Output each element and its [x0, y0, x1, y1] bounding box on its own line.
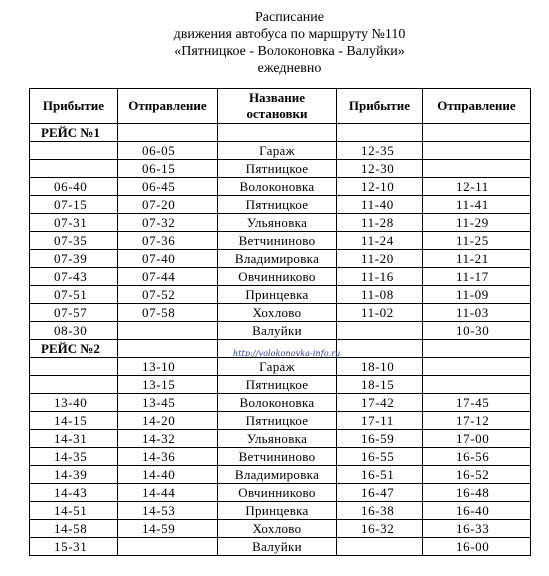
table-row — [30, 286, 531, 304]
arrival-2-cell: 11-08 — [337, 286, 423, 304]
arrival-1-cell: 07-31 — [30, 214, 118, 232]
departure-1-cell: 13-45 — [118, 394, 218, 412]
table-row — [30, 160, 531, 178]
arrival-1-cell: 08-30 — [30, 322, 118, 340]
header-stop-name: Название остановки — [218, 89, 337, 124]
stop-name-cell: Хохлово — [218, 520, 337, 538]
table-row — [30, 520, 531, 538]
departure-2-cell: 11-41 — [423, 196, 531, 214]
schedule-body — [30, 124, 531, 556]
table-row — [30, 376, 531, 394]
arrival-2-cell: 17-11 — [337, 412, 423, 430]
stop-name-cell: Принцевка — [218, 286, 337, 304]
table-row — [30, 142, 531, 160]
departure-1-cell: 14-32 — [118, 430, 218, 448]
title-route: движения автобуса по маршруту №110 — [173, 27, 406, 42]
stop-name-cell: Валуйки — [218, 322, 337, 340]
arrival-2-cell: 16-55 — [337, 448, 423, 466]
arrival-2-cell: 11-28 — [337, 214, 423, 232]
stop-name-cell: Владимировка — [218, 250, 337, 268]
arrival-2-cell: 18-15 — [337, 376, 423, 394]
stop-name-cell: Овчинниково — [218, 484, 337, 502]
departure-2-cell: 16-00 — [423, 538, 531, 556]
header-departure-2: Отправление — [423, 89, 531, 124]
departure-2-cell: 11-09 — [423, 286, 531, 304]
arrival-2-cell: 16-38 — [337, 502, 423, 520]
empty-cell — [337, 340, 423, 358]
departure-1-cell: 06-45 — [118, 178, 218, 196]
table-row — [30, 394, 531, 412]
arrival-1-cell: 14-35 — [30, 448, 118, 466]
stop-name-cell: Ветчининово — [218, 232, 337, 250]
schedule-table — [29, 88, 531, 556]
table-row — [30, 430, 531, 448]
stop-name-cell: Гараж — [218, 358, 337, 376]
stop-name-cell: Валуйки — [218, 538, 337, 556]
table-row — [30, 196, 531, 214]
departure-2-cell — [423, 142, 531, 160]
table-row — [30, 322, 531, 340]
arrival-2-cell: 16-59 — [337, 430, 423, 448]
empty-cell — [423, 124, 531, 142]
empty-cell — [118, 340, 218, 358]
stop-name-cell: Ветчининово — [218, 448, 337, 466]
departure-1-cell — [118, 322, 218, 340]
table-row — [30, 538, 531, 556]
title-heading: Расписание — [255, 10, 324, 25]
title-route-name: «Пятницкое - Волоконовка - Валуйки» — [174, 44, 405, 59]
departure-2-cell: 17-00 — [423, 430, 531, 448]
departure-1-cell: 07-40 — [118, 250, 218, 268]
trip-header-row — [30, 124, 531, 142]
stop-name-cell: Пятницкое — [218, 196, 337, 214]
arrival-2-cell: 17-42 — [337, 394, 423, 412]
arrival-1-cell: 07-15 — [30, 196, 118, 214]
departure-2-cell: 16-33 — [423, 520, 531, 538]
arrival-2-cell — [337, 538, 423, 556]
stop-name-cell: Пятницкое — [218, 376, 337, 394]
stop-name-cell: Хохлово — [218, 304, 337, 322]
title-frequency: ежедневно — [257, 61, 322, 76]
table-row — [30, 232, 531, 250]
arrival-2-cell: 11-40 — [337, 196, 423, 214]
departure-2-cell — [423, 358, 531, 376]
departure-1-cell: 14-20 — [118, 412, 218, 430]
departure-1-cell: 14-36 — [118, 448, 218, 466]
departure-2-cell: 12-11 — [423, 178, 531, 196]
departure-2-cell: 11-17 — [423, 268, 531, 286]
arrival-2-cell: 11-16 — [337, 268, 423, 286]
trip-label: РЕЙС №1 — [30, 124, 118, 142]
empty-cell — [118, 124, 218, 142]
arrival-2-cell: 16-51 — [337, 466, 423, 484]
table-row — [30, 466, 531, 484]
stop-name-cell: Ульяновка — [218, 214, 337, 232]
empty-cell — [218, 124, 337, 142]
departure-1-cell: 14-53 — [118, 502, 218, 520]
departure-1-cell: 06-05 — [118, 142, 218, 160]
table-row — [30, 502, 531, 520]
departure-1-cell: 14-44 — [118, 484, 218, 502]
departure-1-cell: 07-20 — [118, 196, 218, 214]
arrival-1-cell: 14-43 — [30, 484, 118, 502]
departure-2-cell: 11-25 — [423, 232, 531, 250]
table-row — [30, 412, 531, 430]
stop-name-cell: Владимировка — [218, 466, 337, 484]
stop-name-cell: Принцевка — [218, 502, 337, 520]
departure-1-cell: 14-40 — [118, 466, 218, 484]
departure-1-cell: 07-32 — [118, 214, 218, 232]
arrival-1-cell: 07-35 — [30, 232, 118, 250]
empty-cell — [337, 124, 423, 142]
arrival-1-cell: 07-57 — [30, 304, 118, 322]
departure-1-cell: 13-15 — [118, 376, 218, 394]
stop-name-cell: Гараж — [218, 142, 337, 160]
departure-2-cell: 17-45 — [423, 394, 531, 412]
arrival-2-cell: 16-32 — [337, 520, 423, 538]
arrival-1-cell: 13-40 — [30, 394, 118, 412]
departure-1-cell: 07-36 — [118, 232, 218, 250]
arrival-2-cell: 12-35 — [337, 142, 423, 160]
arrival-1-cell: 14-51 — [30, 502, 118, 520]
departure-2-cell: 16-56 — [423, 448, 531, 466]
departure-1-cell: 06-15 — [118, 160, 218, 178]
table-row — [30, 304, 531, 322]
arrival-1-cell — [30, 142, 118, 160]
departure-1-cell: 07-58 — [118, 304, 218, 322]
empty-cell — [423, 340, 531, 358]
departure-2-cell: 16-52 — [423, 466, 531, 484]
departure-2-cell: 16-40 — [423, 502, 531, 520]
trip-label: РЕЙС №2 — [30, 340, 118, 358]
arrival-1-cell: 07-51 — [30, 286, 118, 304]
departure-2-cell — [423, 376, 531, 394]
arrival-2-cell: 11-02 — [337, 304, 423, 322]
arrival-1-cell — [30, 358, 118, 376]
arrival-1-cell: 06-40 — [30, 178, 118, 196]
stop-name-cell: Ульяновка — [218, 430, 337, 448]
table-row — [30, 250, 531, 268]
departure-2-cell: 17-12 — [423, 412, 531, 430]
arrival-1-cell: 07-43 — [30, 268, 118, 286]
departure-2-cell — [423, 160, 531, 178]
arrival-2-cell: 12-30 — [337, 160, 423, 178]
table-row — [30, 214, 531, 232]
watermark-url: http://volokonovka-info.ru — [233, 349, 341, 358]
arrival-1-cell — [30, 160, 118, 178]
arrival-2-cell: 16-47 — [337, 484, 423, 502]
table-row — [30, 178, 531, 196]
arrival-2-cell: 11-20 — [337, 250, 423, 268]
arrival-1-cell: 15-31 — [30, 538, 118, 556]
table-row — [30, 358, 531, 376]
departure-1-cell: 13-10 — [118, 358, 218, 376]
arrival-1-cell: 14-31 — [30, 430, 118, 448]
departure-1-cell: 07-52 — [118, 286, 218, 304]
table-row — [30, 268, 531, 286]
arrival-1-cell: 14-58 — [30, 520, 118, 538]
stop-name-cell: Овчинниково — [218, 268, 337, 286]
departure-1-cell: 07-44 — [118, 268, 218, 286]
arrival-1-cell: 14-15 — [30, 412, 118, 430]
stop-name-cell: Волоконовка — [218, 178, 337, 196]
arrival-1-cell: 14-39 — [30, 466, 118, 484]
stop-name-cell: Пятницкое — [218, 160, 337, 178]
departure-2-cell: 11-03 — [423, 304, 531, 322]
departure-2-cell: 10-30 — [423, 322, 531, 340]
header-arrival-1: Прибытие — [30, 89, 118, 124]
departure-2-cell: 11-21 — [423, 250, 531, 268]
arrival-2-cell: 12-10 — [337, 178, 423, 196]
document-title — [0, 9, 549, 77]
arrival-1-cell — [30, 376, 118, 394]
stop-name-cell: Пятницкое — [218, 412, 337, 430]
header-departure-1: Отправление — [118, 89, 218, 124]
table-row — [30, 484, 531, 502]
departure-2-cell: 11-29 — [423, 214, 531, 232]
departure-1-cell — [118, 538, 218, 556]
departure-1-cell: 14-59 — [118, 520, 218, 538]
arrival-2-cell — [337, 322, 423, 340]
arrival-1-cell: 07-39 — [30, 250, 118, 268]
departure-2-cell: 16-48 — [423, 484, 531, 502]
header-row — [30, 89, 531, 124]
arrival-2-cell: 11-24 — [337, 232, 423, 250]
arrival-2-cell: 18-10 — [337, 358, 423, 376]
table-row — [30, 448, 531, 466]
header-arrival-2: Прибытие — [337, 89, 423, 124]
stop-name-cell: Волоконовка — [218, 394, 337, 412]
